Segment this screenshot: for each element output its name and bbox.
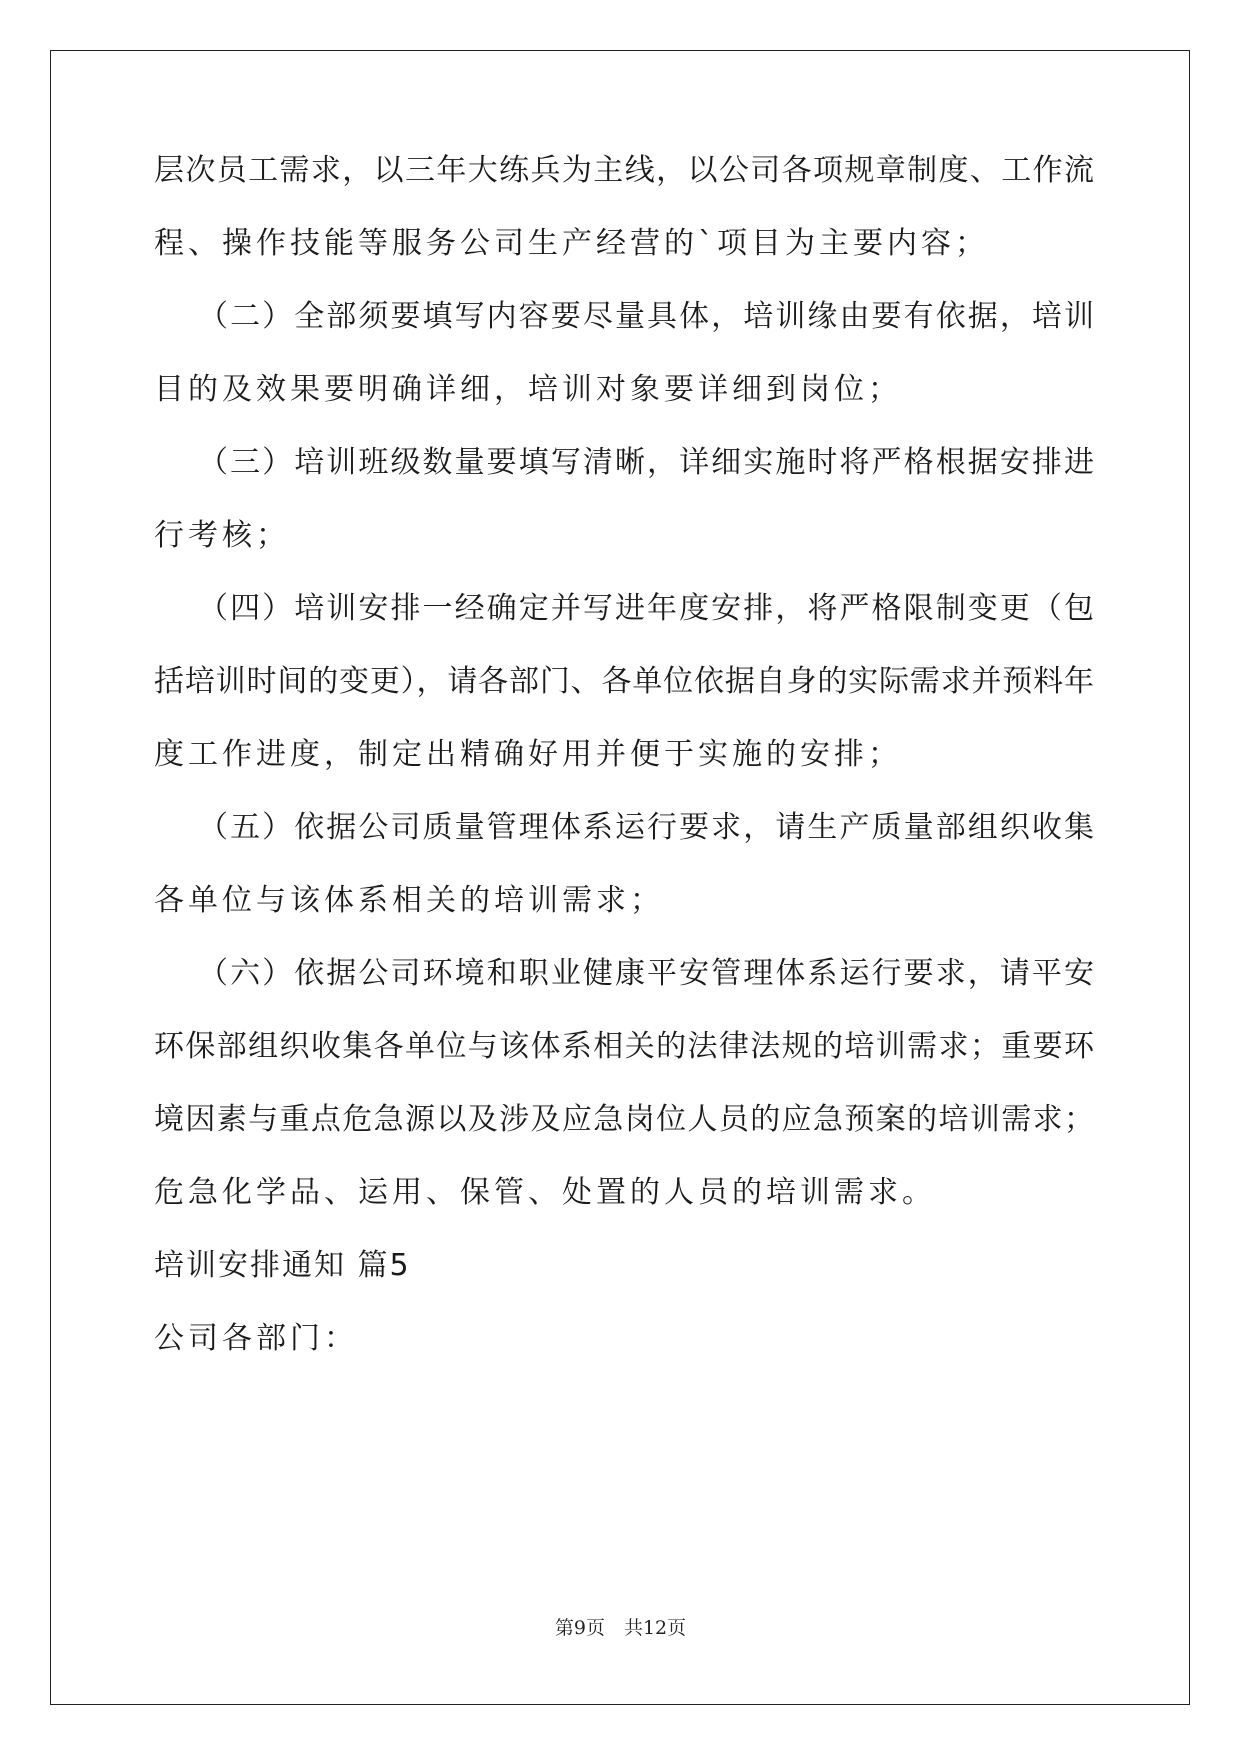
section-heading: 培训安排通知 篇5 <box>154 1248 411 1283</box>
body-line-9: 度工作进度，制定出精确好用并便于实施的安排； <box>154 737 902 772</box>
body-line-14: 境因素与重点危急源以及涉及应急岗位人员的应急预案的培训需求； <box>154 1102 1094 1137</box>
body-line-13: 环保部组织收集各单位与该体系相关的法律法规的培训需求；重要环 <box>154 1029 1094 1064</box>
body-line-15: 危急化学品、运用、保管、处置的人员的培训需求。 <box>154 1175 936 1210</box>
body-line-5: （三）培训班级数量要填写清晰，详细实施时将严格根据安排进 <box>198 445 1094 480</box>
body-line-1: 层次员工需求，以三年大练兵为主线，以公司各项规章制度、工作流 <box>154 153 1094 188</box>
body-line-8: 括培训时间的变更），请各部门、各单位依据自身的实际需求并预料年 <box>154 664 1094 699</box>
salutation-line: 公司各部门： <box>154 1321 358 1356</box>
body-line-2: 程、操作技能等服务公司生产经营的`项目为主要内容； <box>154 226 989 261</box>
body-line-4: 目的及效果要明确详细，培训对象要详细到岗位； <box>154 372 902 407</box>
body-line-7: （四）培训安排一经确定并写进年度安排，将严格限制变更（包 <box>198 591 1094 626</box>
body-line-6: 行考核； <box>154 518 290 553</box>
body-line-12: （六）依据公司环境和职业健康平安管理体系运行要求，请平安 <box>198 956 1094 991</box>
body-line-11: 各单位与该体系相关的培训需求； <box>154 883 664 918</box>
body-line-3: （二）全部须要填写内容要尽量具体，培训缘由要有依据，培训 <box>198 299 1094 334</box>
page-number-footer: 第9页 共12页 <box>554 1617 687 1639</box>
body-line-10: （五）依据公司质量管理体系运行要求，请生产质量部组织收集 <box>198 810 1094 845</box>
